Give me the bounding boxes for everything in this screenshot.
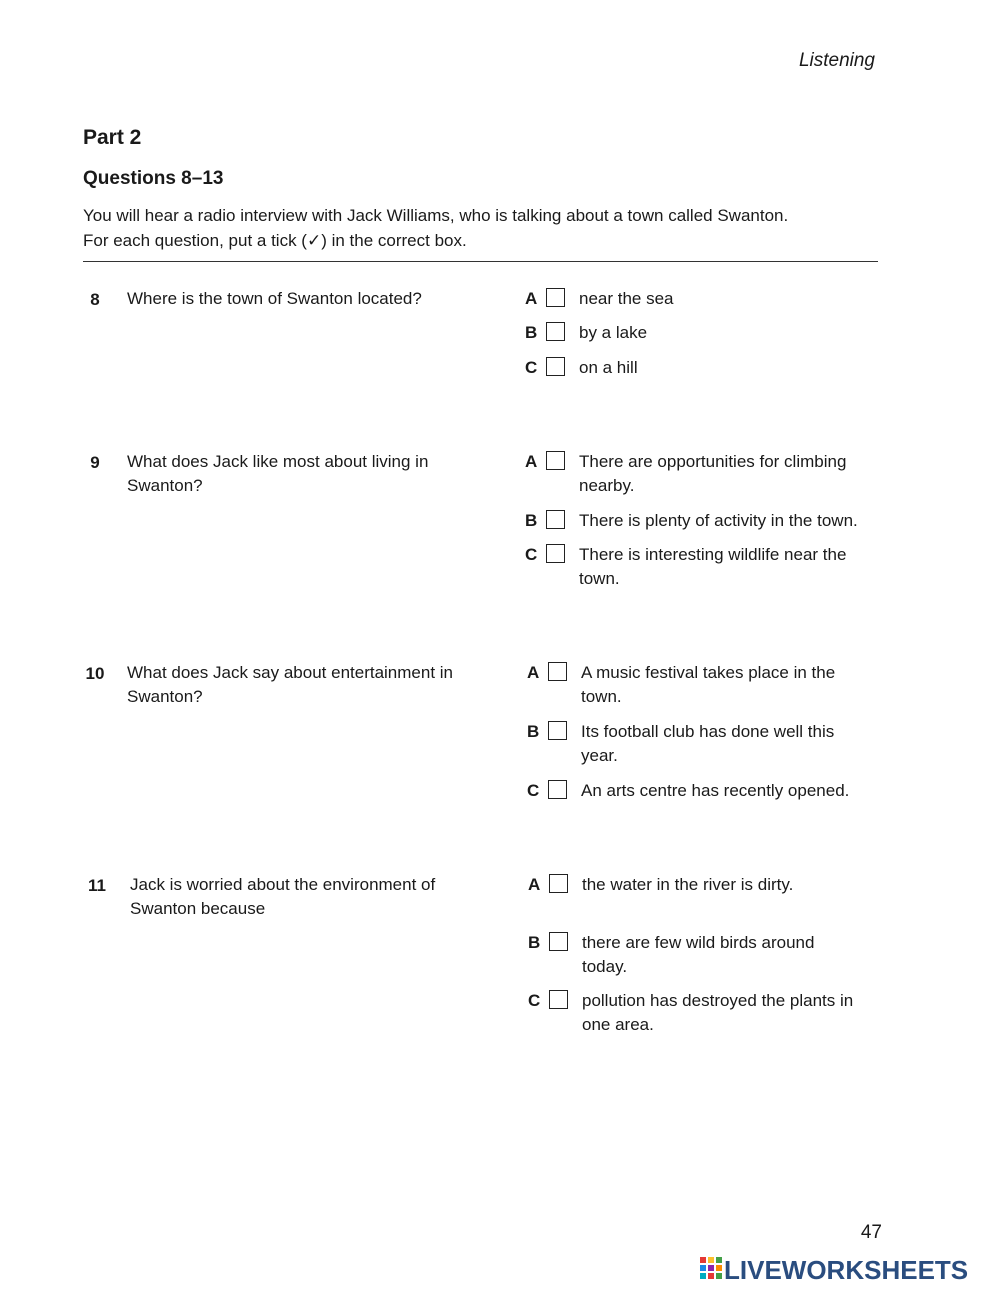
option-text: There is plenty of activity in the town. bbox=[579, 511, 858, 530]
tick-box[interactable] bbox=[548, 662, 567, 681]
page-number: 47 bbox=[860, 1222, 882, 1243]
question-8 bbox=[80, 287, 890, 387]
tick-box[interactable] bbox=[546, 451, 565, 470]
part-title: Part 2 bbox=[83, 126, 142, 149]
option-letter: C bbox=[527, 781, 540, 800]
option-letter: B bbox=[527, 722, 540, 741]
option-text: by a lake bbox=[579, 323, 648, 342]
option-text: There is interesting wildlife near the town. bbox=[579, 545, 847, 588]
tick-box[interactable] bbox=[546, 288, 565, 307]
divider bbox=[83, 261, 878, 262]
question-number: 8 bbox=[90, 290, 100, 309]
option-text: An arts centre has recently opened. bbox=[581, 781, 850, 800]
brand-name: LIVEWORKSHEETS bbox=[724, 1255, 969, 1285]
question-10 bbox=[80, 661, 890, 811]
option-text: pollution has destroyed the plants in one area. bbox=[582, 991, 854, 1034]
tick-box[interactable] bbox=[548, 780, 567, 799]
option-text: Its football club has done well this year. bbox=[581, 722, 835, 765]
brand-logo[interactable] bbox=[700, 1255, 995, 1285]
option-letter: A bbox=[527, 663, 540, 682]
option-text: near the sea bbox=[579, 289, 674, 308]
tick-box[interactable] bbox=[546, 510, 565, 529]
option-letter: B bbox=[525, 323, 538, 342]
option-letter: C bbox=[525, 358, 538, 377]
tick-box[interactable] bbox=[546, 544, 565, 563]
option-letter: A bbox=[525, 452, 538, 471]
option-text: the water in the river is dirty. bbox=[582, 875, 794, 894]
question-text: Where is the town of Swanton located? bbox=[127, 289, 422, 308]
question-number: 9 bbox=[90, 453, 100, 472]
tick-box[interactable] bbox=[548, 721, 567, 740]
option-letter: A bbox=[525, 289, 538, 308]
question-text: Jack is worried about the environment of Swanton because bbox=[130, 875, 436, 918]
liveworksheets-logo-icon bbox=[700, 1257, 722, 1281]
tick-box[interactable] bbox=[549, 990, 568, 1009]
option-text: A music festival takes place in the town. bbox=[581, 663, 836, 706]
question-text: What does Jack like most about living in Swanton? bbox=[127, 452, 429, 495]
option-letter: C bbox=[525, 545, 538, 564]
tick-box[interactable] bbox=[549, 932, 568, 951]
option-text: There are opportunities for climbing nearby. bbox=[579, 452, 847, 495]
option-letter: B bbox=[525, 511, 538, 530]
tick-box[interactable] bbox=[549, 874, 568, 893]
option-letter: B bbox=[528, 933, 541, 952]
instructions-line-2: For each question, put a tick (✓) in the correct box. bbox=[83, 231, 467, 250]
questions-title: Questions 8–13 bbox=[83, 168, 224, 189]
tick-box[interactable] bbox=[546, 322, 565, 341]
question-number: 10 bbox=[85, 664, 105, 683]
instructions bbox=[83, 203, 883, 253]
section-label: Listening bbox=[798, 50, 875, 71]
option-letter: A bbox=[528, 875, 541, 894]
question-9 bbox=[80, 450, 890, 600]
option-text: on a hill bbox=[579, 358, 638, 377]
question-11 bbox=[80, 873, 890, 1043]
option-text: there are few wild birds around today. bbox=[582, 933, 815, 976]
question-text: What does Jack say about entertainment in Swanton? bbox=[127, 663, 454, 706]
question-number: 11 bbox=[88, 876, 106, 895]
instructions-line-1: You will hear a radio interview with Jack Williams, who is talking about a town called Swanton. bbox=[83, 206, 789, 225]
tick-box[interactable] bbox=[546, 357, 565, 376]
option-letter: C bbox=[528, 991, 541, 1010]
